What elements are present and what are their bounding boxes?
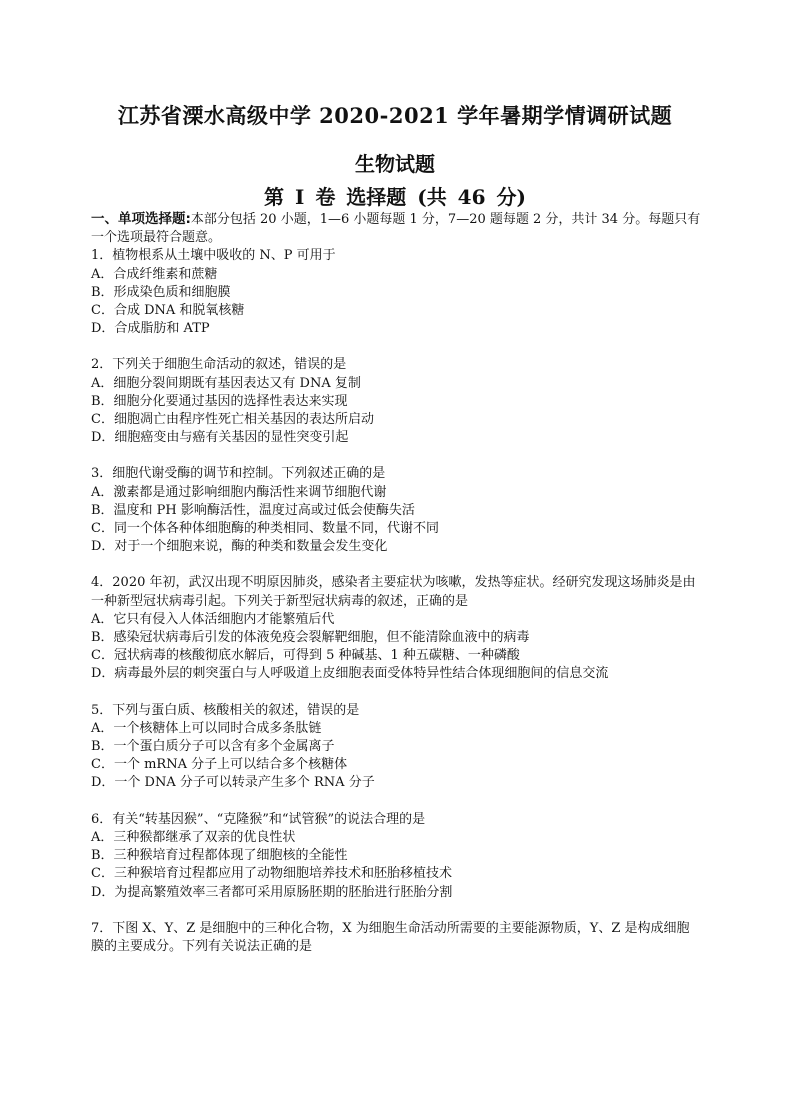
option-d: D．对于一个细胞来说，酶的种类和数量会发生变化 [91, 539, 388, 555]
option-c: C．同一个体各种体细胞酶的种类相同、数量不同，代谢不同 [91, 521, 439, 537]
question-stem: 5．下列与蛋白质、核酸相关的叙述，错误的是 [91, 702, 360, 718]
section-title: 第 I 卷 选择题 (共 46 分) [264, 185, 526, 209]
question-stem: 3．细胞代谢受酶的调节和控制。下列叙述正确的是 [91, 466, 386, 482]
option-d: D．合成脂肪和 ATP [91, 321, 210, 337]
spacer [91, 447, 701, 465]
option-b: B．温度和 PH 影响酶活性，温度过高或过低会使酶失活 [91, 502, 415, 518]
option-b: B．感染冠状病毒后引发的体液免疫会裂解靶细胞，但不能清除血液中的病毒 [91, 630, 530, 646]
exam-title: 江苏省溧水高级中学 2020-2021 学年暑期学情调研试题 [117, 103, 673, 128]
spacer [91, 338, 701, 356]
question-stem: 4．2020 年初，武汉出现不明原因肺炎，感染者主要症状为咳嗽，发热等症状。经研究发现这场肺炎是由一种新型冠状病毒引起。下列关于新型冠状病毒的叙述，正确的是 [91, 575, 696, 609]
question-2 [91, 356, 701, 447]
subject-title: 生物试题 [355, 152, 435, 176]
spacer [91, 902, 701, 920]
question-3 [91, 465, 701, 556]
option-b: B．一个蛋白质分子可以含有多个金属离子 [91, 739, 335, 755]
question-5 [91, 702, 701, 793]
spacer [91, 684, 701, 702]
exam-body [91, 210, 701, 956]
part-instructions-text: 本部分包括 20 小题，1—6 小题每题 1 分，7—20 题每题 2 分，共计 34 分。每题只有一个选项最符合题意。 [91, 212, 701, 246]
option-c: C．三种猴培育过程都应用了动物细胞培养技术和胚胎移植技术 [91, 866, 452, 882]
option-a: A．合成纤维素和蔗糖 [91, 266, 218, 282]
option-a: A．激素都是通过影响细胞内酶活性来调节细胞代谢 [91, 484, 387, 500]
option-b: B．形成染色质和细胞膜 [91, 284, 231, 300]
question-stem: 7．下图 X、Y、Z 是细胞中的三种化合物，X 为细胞生命活动所需要的主要能源物质，Y、Z 是构成细胞膜的主要成分。下列有关说法正确的是 [91, 920, 690, 954]
option-a: A．细胞分裂间期既有基因表达又有 DNA 复制 [91, 375, 361, 391]
option-d: D．细胞癌变由与癌有关基因的显性突变引起 [91, 430, 349, 446]
option-a: A．一个核糖体上可以同时合成多条肽链 [91, 720, 322, 736]
question-4 [91, 574, 701, 683]
option-c: C．一个 mRNA 分子上可以结合多个核糖体 [91, 757, 348, 773]
question-stem: 2．下列关于细胞生命活动的叙述，错误的是 [91, 357, 347, 373]
spacer [91, 556, 701, 574]
question-7 [91, 920, 701, 956]
option-b: B．三种猴培育过程都体现了细胞核的全能性 [91, 848, 348, 864]
option-d: D．病毒最外层的刺突蛋白与人呼吸道上皮细胞表面受体特异性结合体现细胞间的信息交流 [91, 666, 609, 682]
part-heading: 一、单项选择题: [91, 211, 191, 227]
question-6 [91, 811, 701, 902]
option-a: A．三种猴都继承了双亲的优良性状 [91, 829, 296, 845]
question-stem: 1．植物根系从土壤中吸收的 N、P 可用于 [91, 248, 336, 264]
option-c: C．细胞凋亡由程序性死亡相关基因的表达所启动 [91, 412, 374, 428]
option-c: C．合成 DNA 和脱氧核糖 [91, 303, 245, 319]
option-d: D．一个 DNA 分子可以转录产生多个 RNA 分子 [91, 775, 375, 791]
question-stem: 6．有关“转基因猴”、“克隆猴”和“试管猴”的说法合理的是 [91, 811, 426, 827]
option-c: C．冠状病毒的核酸彻底水解后，可得到 5 种碱基、1 种五碳糖、一种磷酸 [91, 648, 520, 664]
option-d: D．为提高繁殖效率三者都可采用原肠胚期的胚胎进行胚胎分割 [91, 884, 453, 900]
option-a: A．它只有侵入人体活细胞内才能繁殖后代 [91, 611, 335, 627]
part-instructions [91, 210, 701, 247]
spacer [91, 793, 701, 811]
option-b: B．细胞分化要通过基因的选择性表达来实现 [91, 393, 348, 409]
question-1 [91, 247, 701, 338]
